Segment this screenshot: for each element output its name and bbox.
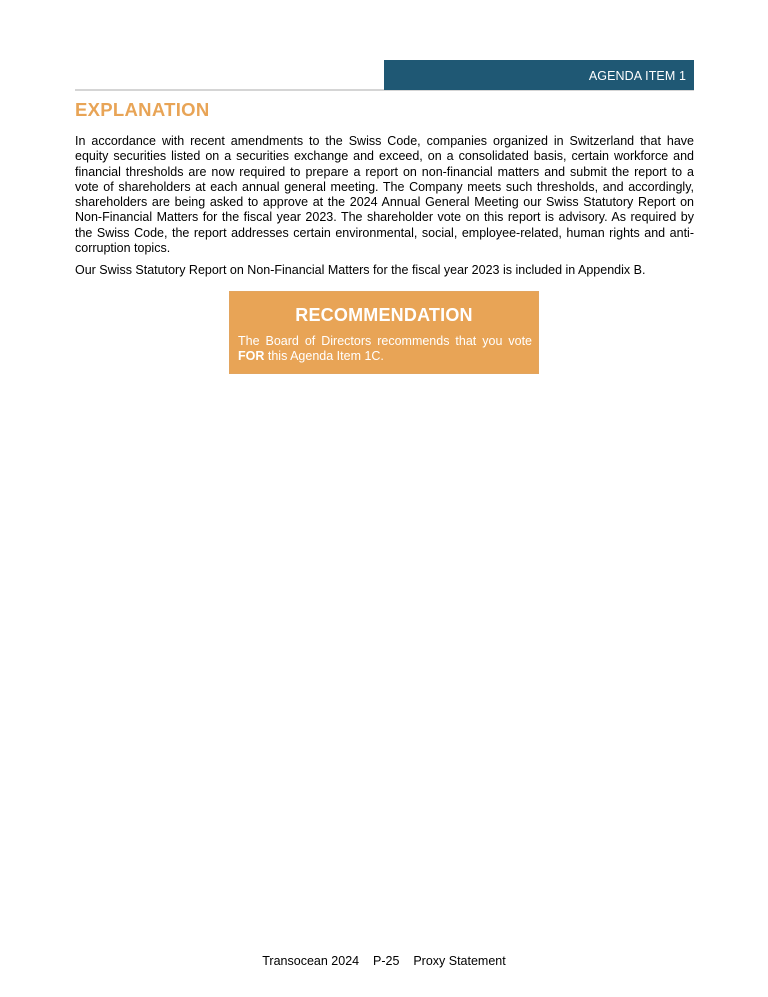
- section-title: EXPLANATION: [75, 99, 210, 120]
- recommendation-text-lead: The Board of Directors recommends that you vote: [238, 334, 532, 348]
- recommendation-text: [238, 334, 532, 365]
- recommendation-title: RECOMMENDATION: [295, 305, 473, 325]
- page-footer: [0, 954, 768, 968]
- recommendation-vote-for: FOR: [238, 349, 265, 364]
- footer-company-year: Transocean 2024: [262, 954, 360, 968]
- recommendation-box: [229, 291, 539, 374]
- agenda-item-tab: [384, 60, 694, 90]
- agenda-item-label: AGENDA ITEM 1: [588, 69, 686, 83]
- appendix-reference-paragraph: Our Swiss Statutory Report on Non-Financial Matters for the fiscal year 2023 is included in Appendix B.: [75, 263, 646, 277]
- footer-document-name: Proxy Statement: [413, 954, 506, 968]
- explanation-paragraph: In accordance with recent amendments to the Swiss Code, companies organized in Switzerland that have equity securities listed on a securities exchange and exceed, on a consolidated basis, certain workforce and financial thresholds are now required to prepare a report on non-financial matters and submit the report to a vote of shareholders at each annual general meeting. The Company meets such thresholds, and accordingly, shareholders are being asked to approve at the 2024 Annual General Meeting our Swiss Statutory Report on Non-Financial Matters for the fiscal year 2023. The shareholder vote on this report is advisory. As required by the Swiss Code, the report addresses certain environmental, social, employee-related, human rights and anti-corruption topics.: [75, 134, 694, 256]
- recommendation-text-tail: this Agenda Item 1C.: [264, 349, 384, 364]
- footer-page-number: P-25: [373, 954, 400, 968]
